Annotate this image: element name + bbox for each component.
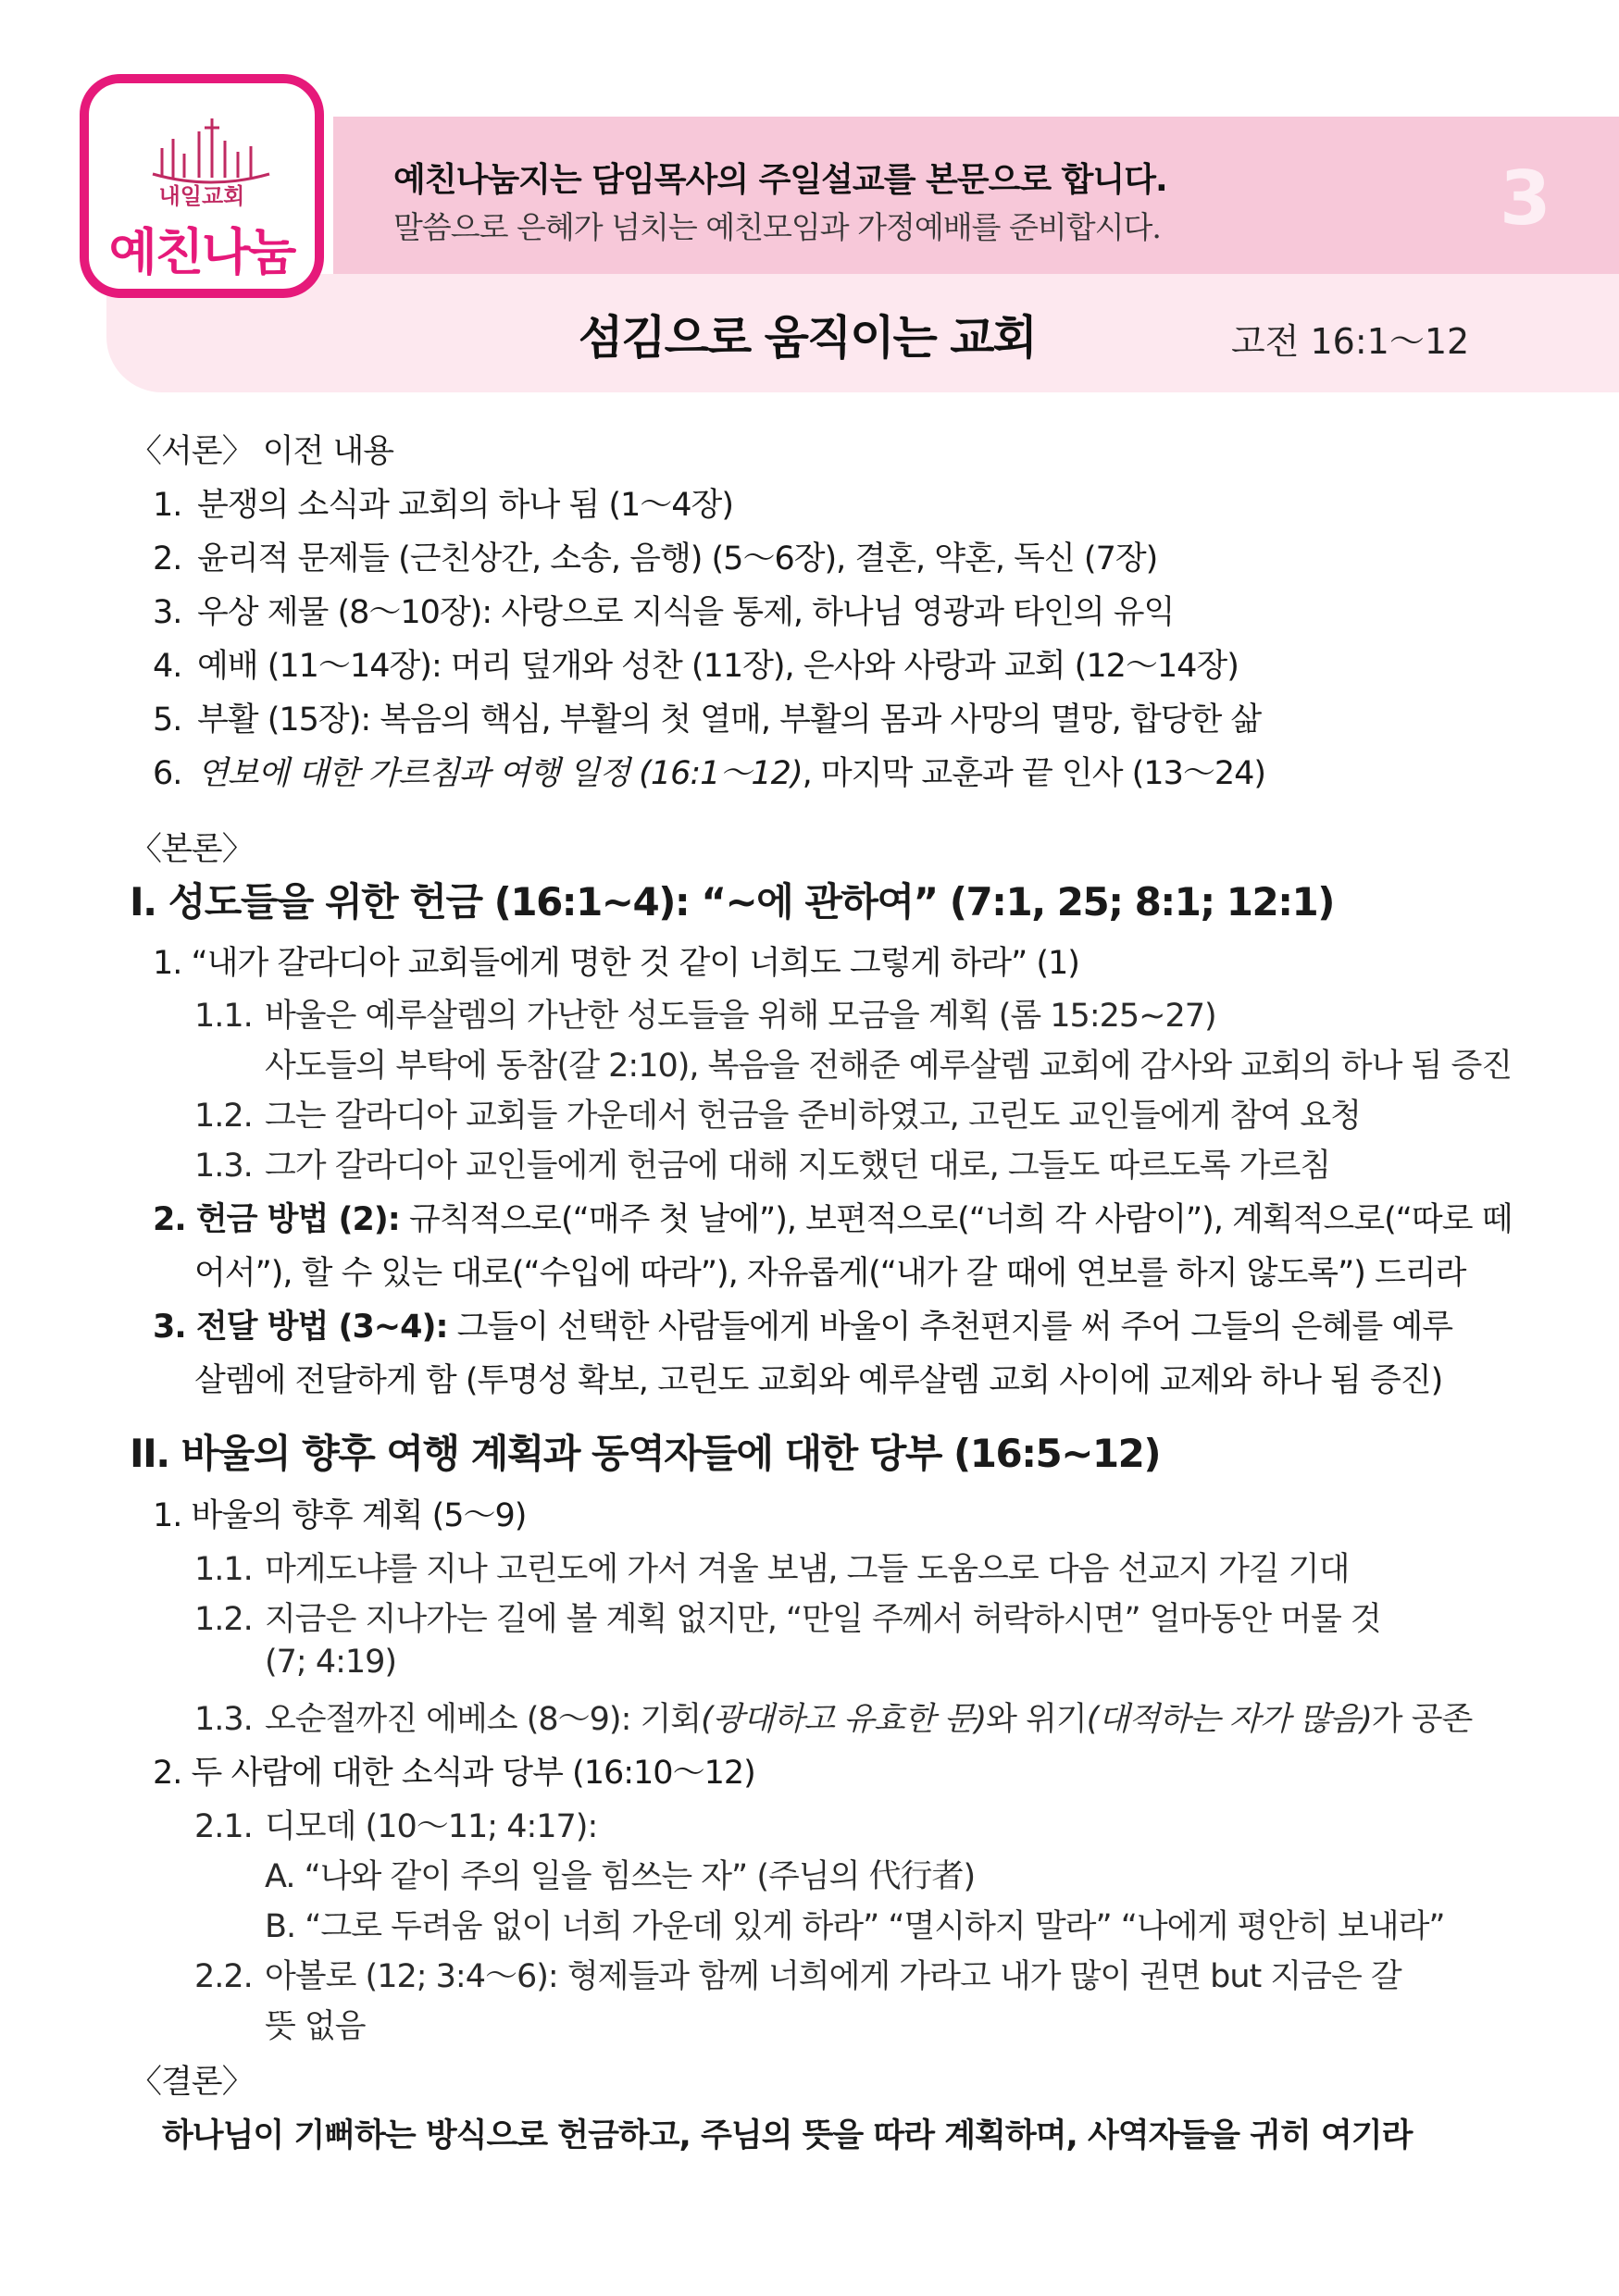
item-number: 6. <box>153 755 182 792</box>
intro-heading: 〈서론〉 이전 내용 <box>130 433 394 470</box>
item-text: 우상 제물 (8～10장): 사랑으로 지식을 통제, 하나님 영광과 타인의 유익 <box>197 594 1175 631</box>
subitem-text: 오순절까진 에베소 (8～9): 기회 <box>265 1701 702 1738</box>
intro-item <box>153 748 1265 794</box>
part1-item1: 1. “내가 갈라디아 교회들에게 명한 것 같이 너희도 그렇게 하라” (1) <box>153 945 1079 982</box>
subitem-italic: (대적하는 자가 많음) <box>1086 1701 1372 1738</box>
item-text: 규칙적으로(“매주 첫 날에”), 보편적으로(“너희 각 사람이”), 계획적으로(“따로 떼 <box>399 1201 1513 1238</box>
part1-title: I. 성도들을 위한 헌금 (16:1~4): “~에 관하여” (7:1, 25; 8:1; 12:1) <box>130 879 1334 925</box>
subitem-number: 1.3. <box>194 1148 253 1185</box>
subitem-continuation: (7; 4:19) <box>265 1644 397 1681</box>
subitem-text: 지금은 지나가는 길에 볼 계획 없지만, “만일 주께서 허락하시면” 얼마동안 머물 것 <box>265 1601 1381 1638</box>
item-number: 3. <box>153 594 182 631</box>
subitem-italic: (광대하고 유효한 문) <box>701 1701 987 1738</box>
intro-line-2: 말씀으로 은혜가 넘치는 예친모임과 가정예배를 준비합시다. <box>393 209 1161 245</box>
scripture-reference: 고전 16:1～12 <box>1231 321 1470 362</box>
church-name: 내일교회 <box>158 183 245 209</box>
item-number: 2. <box>153 540 182 577</box>
item-text: 부활 (15장): 복음의 핵심, 부활의 첫 열매, 부활의 몸과 사망의 멸망, 합당한 삶 <box>197 701 1262 738</box>
part2-title: II. 바울의 향후 여행 계획과 동역자들에 대한 당부 (16:5~12) <box>130 1431 1161 1476</box>
intro-item <box>153 533 1157 579</box>
subitem-point: A. “나와 같이 주의 일을 힘쓰는 자” (주님의 代行者) <box>265 1858 976 1895</box>
subitem-text: 가 공존 <box>1371 1701 1473 1738</box>
subitem-text: 그가 갈라디아 교인들에게 헌금에 대해 지도했던 대로, 그들도 따르도록 가르침 <box>265 1148 1331 1185</box>
item-text: 윤리적 문제들 (근친상간, 소송, 음행) (5～6장), 결혼, 약혼, 독신 (7장) <box>197 540 1158 577</box>
subitem-text: 와 위기 <box>986 1701 1087 1738</box>
subitem-point: B. “그로 두려움 없이 너희 가운데 있게 하라” “멸시하지 말라” “나에게 평안히 보내라” <box>265 1908 1445 1945</box>
intro-item <box>153 694 1261 740</box>
subitem <box>194 1951 1401 1997</box>
subitem-number: 1.2. <box>194 1098 253 1135</box>
part2-item2: 2. 두 사람에 대한 소식과 당부 (16:10～12) <box>153 1755 755 1792</box>
item-number: 5. <box>153 701 182 738</box>
subitem-number: 1.1. <box>194 998 253 1035</box>
subitem-continuation: 사도들의 부탁에 동참(갈 2:10), 복음을 전해준 예루살렘 교회에 감사와 교회의 하나 됨 증진 <box>265 1048 1513 1085</box>
church-logo <box>80 74 324 298</box>
subitem <box>194 1694 1472 1740</box>
part1-item2 <box>153 1194 1512 1240</box>
item-continuation: 살렘에 전달하게 함 (투명성 확보, 고린도 교회와 예루살렘 교회 사이에 교제와 하나 됨 증진) <box>194 1362 1443 1399</box>
page-number: 3 <box>1500 155 1551 242</box>
item-text: 그들이 선택한 사람들에게 바울이 추천편지를 써 주어 그들의 은혜를 예루 <box>447 1309 1453 1346</box>
subitem-number: 1.3. <box>194 1701 253 1738</box>
subitem <box>194 1090 1361 1136</box>
part1-item3 <box>153 1301 1452 1347</box>
intro-item <box>153 587 1174 633</box>
item-text: 예배 (11～14장): 머리 덮개와 성찬 (11장), 은사와 사랑과 교회 (12～14장) <box>197 648 1239 685</box>
conclusion-heading: 〈결론〉 <box>130 2064 254 2101</box>
item-text: 분쟁의 소식과 교회의 하나 됨 (1～4장) <box>197 487 734 524</box>
conclusion-text: 하나님이 기뻐하는 방식으로 헌금하고, 주님의 뜻을 따라 계획하며, 사역자들을 귀히 여기라 <box>162 2117 1413 2154</box>
subitem-text: 마게도냐를 지나 고린도에 가서 겨울 보냄, 그들 도움으로 다음 선교지 가길 기대 <box>265 1551 1350 1588</box>
subitem-number: 2.2. <box>194 1958 253 1995</box>
sermon-title: 섬김으로 움직이는 교회 <box>579 311 1036 365</box>
intro-line-1: 예친나눔지는 담임목사의 주일설교를 본문으로 합니다. <box>393 161 1167 199</box>
subitem-number: 1.1. <box>194 1551 253 1588</box>
item-number: 1. <box>153 487 182 524</box>
subitem <box>194 1544 1349 1590</box>
subitem <box>194 1140 1330 1186</box>
subitem-text: 바울은 예루살렘의 가난한 성도들을 위해 모금을 계획 (롬 15:25~27) <box>265 998 1216 1035</box>
item-label: 3. 전달 방법 (3~4): <box>153 1309 448 1346</box>
body-heading: 〈본론〉 <box>130 831 254 868</box>
intro-item <box>153 640 1239 687</box>
item-text: , 마지막 교훈과 끝 인사 (13～24) <box>802 755 1266 792</box>
church-skyline-icon <box>149 113 273 187</box>
subitem-number: 2.1. <box>194 1808 253 1845</box>
subitem-number: 1.2. <box>194 1601 253 1638</box>
intro-item <box>153 479 733 526</box>
newsletter-title: 예친나눔 <box>108 223 295 281</box>
item-label: 2. 헌금 방법 (2): <box>153 1201 400 1238</box>
subitem-text: 아볼로 (12; 3:4～6): 형제들과 함께 너희에게 가라고 내가 많이 권면 but 지금은 갈 <box>265 1958 1401 1995</box>
subitem-text: 디모데 (10～11; 4:17): <box>265 1808 598 1845</box>
subitem <box>194 990 1216 1036</box>
subitem <box>194 1594 1381 1640</box>
subitem <box>194 1801 597 1847</box>
item-text-italic: 연보에 대한 가르침과 여행 일정 (16:1～12) <box>197 755 803 792</box>
part2-item1: 1. 바울의 향후 계획 (5～9) <box>153 1497 527 1534</box>
subitem-text: 그는 갈라디아 교회들 가운데서 헌금을 준비하였고, 고린도 교인들에게 참여 요청 <box>265 1098 1361 1135</box>
subitem-continuation: 뜻 없음 <box>265 2008 366 2045</box>
item-number: 4. <box>153 648 182 685</box>
item-continuation: 어서”), 할 수 있는 대로(“수입에 따라”), 자유롭게(“내가 갈 때에 연보를 하지 않도록”) 드리라 <box>194 1255 1466 1292</box>
